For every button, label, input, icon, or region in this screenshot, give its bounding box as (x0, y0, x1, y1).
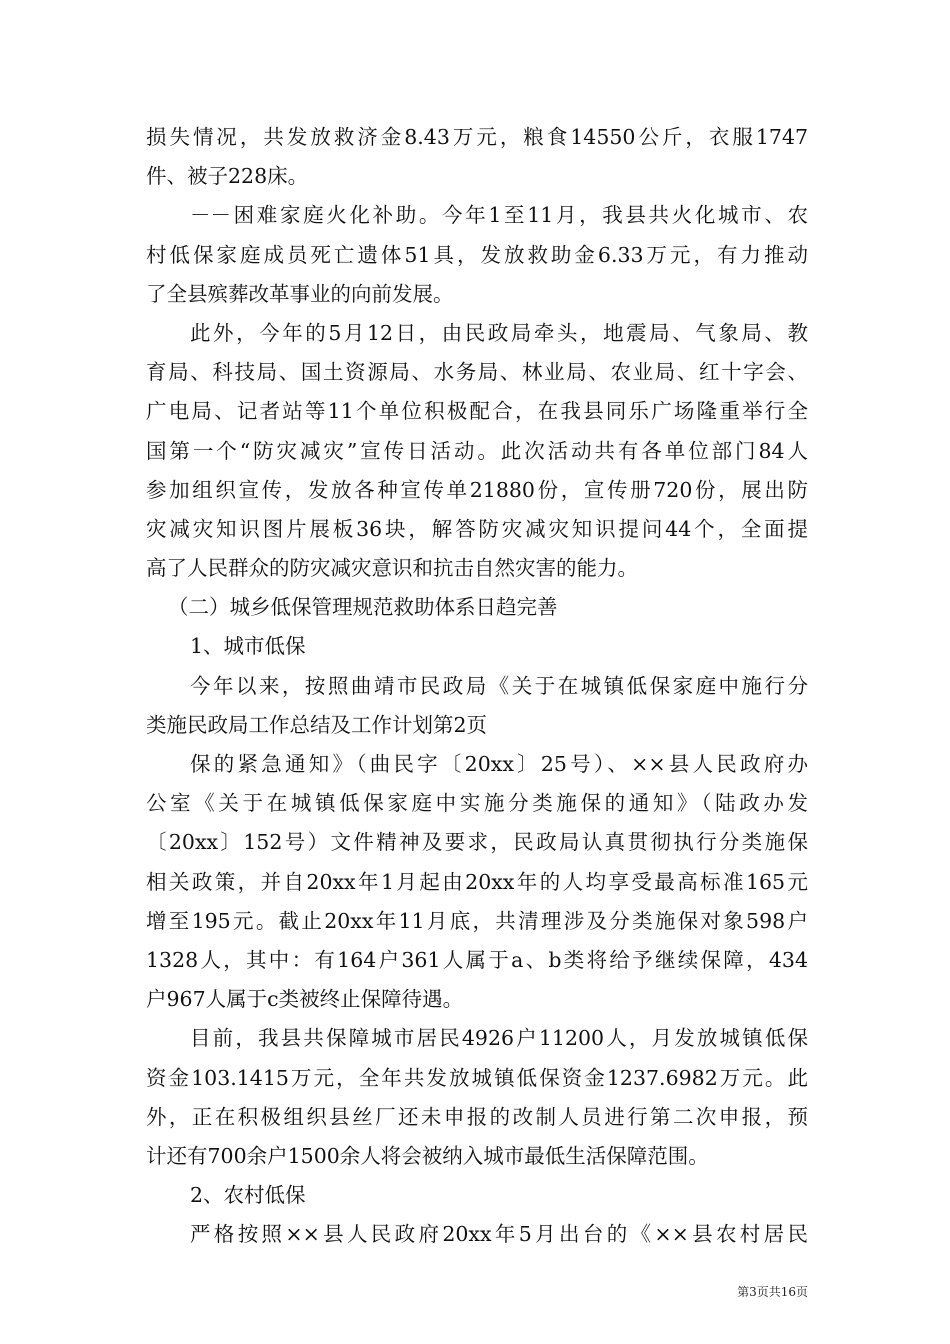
text-line: 外，正在积极组织县丝厂还未申报的改制人员进行第二次申报，预 (146, 1104, 808, 1129)
text-line: 目前，我县共保障城市居民4926户11200人，月发放城镇低保 (190, 1026, 808, 1051)
text-line: 了全县殡葬改革事业的向前发展。 (146, 281, 454, 306)
text-line: 类施民政局工作总结及工作计划第2页 (146, 712, 488, 737)
text-line: 此外，今年的5月12日，由民政局牵头，地震局、气象局、教 (190, 320, 808, 345)
subsection-heading: 2、农村低保 (190, 1183, 306, 1208)
text-line: 高了人民群众的防灾减灾意识和抗击自然灾害的能力。 (146, 556, 638, 581)
text-line: 今年以来，按照曲靖市民政局《关于在城镇低保家庭中施行分 (190, 673, 808, 698)
text-line: 国第一个“防灾减灾”宣传日活动。此次活动共有各单位部门84人 (146, 438, 808, 463)
text-line: 件、被子228床。 (146, 164, 309, 189)
text-line: 相关政策，并自20xx年1月起由20xx年的人均享受最高标准165元 (146, 869, 808, 894)
text-line: 户967人属于c类被终止保障待遇。 (146, 987, 464, 1012)
text-line: 灾减灾知识图片展板36块，解答防灾减灾知识提问44个，全面提 (146, 516, 808, 541)
subsection-heading: 1、城市低保 (190, 634, 306, 659)
document-body (146, 118, 808, 1254)
page-number-footer: 第3页共16页 (737, 1285, 808, 1299)
text-line: 参加组织宣传，发放各种宣传单21880份，宣传册720份，展出防 (146, 477, 808, 502)
text-line: 损失情况，共发放救济金8.43万元，粮食14550公斤，衣服1747 (146, 125, 808, 149)
text-line: 村低保家庭成员死亡遗体51具，发放救助金6.33万元，有力推动 (146, 242, 808, 267)
text-line: 广电局、记者站等11个单位积极配合，在我县同乐广场隆重举行全 (146, 399, 808, 424)
text-line: 〔20xx〕152号）文件精神及要求，民政局认真贯彻执行分类施保 (146, 830, 808, 855)
text-line: －－困难家庭火化补助。今年1至11月，我县共火化城市、农 (190, 203, 808, 228)
text-line: 资金103.1415万元，全年共发放城镇低保资金1237.6982万元。此 (146, 1065, 808, 1090)
text-line: 公室《关于在城镇低保家庭中实施分类施保的通知》（陆政办发 (146, 791, 808, 816)
text-line: 育局、科技局、国土资源局、水务局、林业局、农业局、红十字会、 (146, 360, 808, 385)
section-heading: （二）城乡低保管理规范救助体系日趋完善 (168, 595, 558, 620)
text-line: 严格按照××县人民政府20xx年5月出台的《××县农村居民 (190, 1222, 808, 1247)
text-line: 增至195元。截止20xx年11月底，共清理涉及分类施保对象598户 (146, 908, 808, 933)
text-line: 保的紧急通知》（曲民字〔20xx〕25号）、××县人民政府办 (190, 752, 808, 776)
text-line: 1328人，其中：有164户361人属于a、b类将给予继续保障，434 (146, 947, 808, 972)
text-line: 计还有700余户1500余人将会被纳入城市最低生活保障范围。 (146, 1143, 709, 1168)
